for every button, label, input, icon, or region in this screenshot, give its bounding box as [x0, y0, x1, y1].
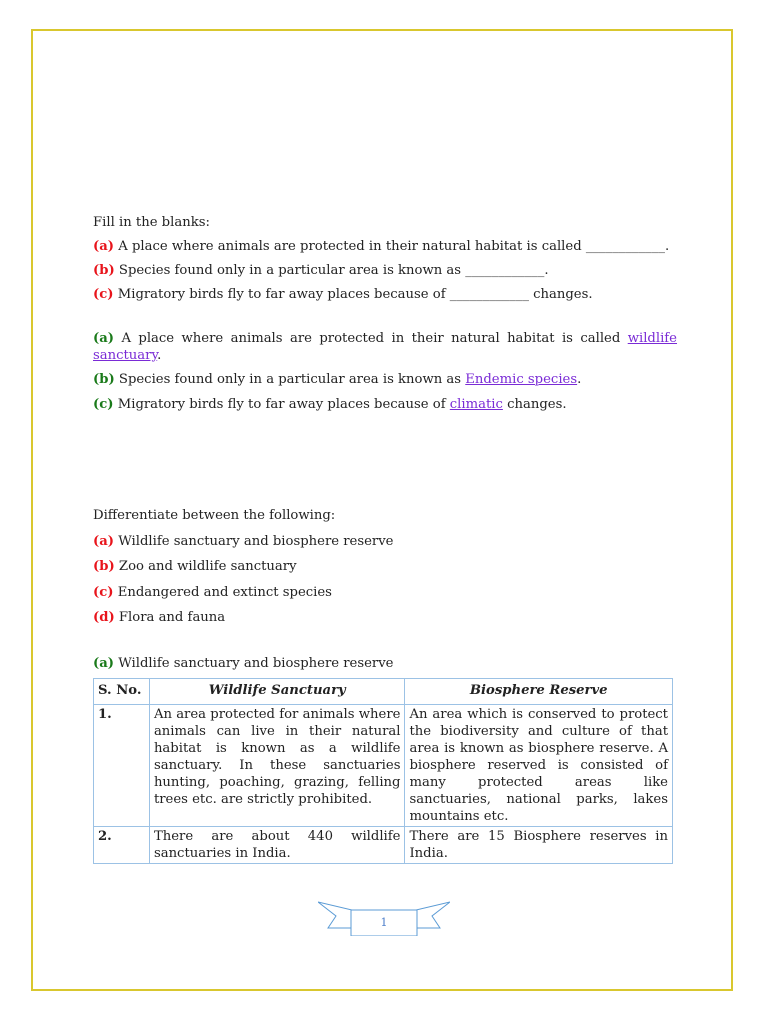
answer-term: Endemic species: [465, 372, 578, 387]
answer-label: (a): [93, 331, 115, 346]
diff-item-a: [93, 533, 394, 550]
differentiate-heading: Differentiate between the following:: [93, 508, 336, 523]
comparison-table: [93, 678, 673, 864]
diff-item-d: [93, 609, 225, 626]
answer-c: [93, 396, 567, 413]
item-label: (d): [93, 610, 115, 625]
answer-heading-a: [93, 655, 394, 672]
diff-item-b: [93, 558, 297, 575]
item-label: (a): [93, 534, 115, 549]
diff-item-c: [93, 584, 332, 601]
item-text: Flora and fauna: [118, 610, 226, 625]
answer-post: .: [157, 348, 162, 363]
answer-label: (a): [93, 656, 115, 671]
answer-a: [93, 330, 677, 364]
answer-b: [93, 371, 581, 388]
question-label: (c): [93, 287, 114, 302]
item-text: Endangered and extinct species: [117, 585, 332, 600]
answer-pre: Migratory birds fly to far away places because of: [117, 397, 450, 412]
row-sno: 2.: [94, 827, 150, 864]
question-c: [93, 286, 593, 303]
header-wildlife-sanctuary: Wildlife Sanctuary: [149, 679, 405, 705]
question-label: (b): [93, 263, 115, 278]
fill-blanks-heading: Fill in the blanks:: [93, 215, 210, 230]
row-biosphere-cell: There are 15 Biosphere reserves in India.: [405, 827, 673, 864]
answer-label: (c): [93, 397, 114, 412]
question-a: [93, 238, 669, 255]
question-text: Migratory birds fly to far away places because of ____________ changes.: [117, 287, 593, 302]
item-label: (c): [93, 585, 114, 600]
answer-heading-text: Wildlife sanctuary and biosphere reserve: [118, 656, 394, 671]
answer-post: changes.: [502, 397, 567, 412]
table-row: [94, 705, 673, 827]
row-wildlife-cell: There are about 440 wildlife sanctuaries in India.: [149, 827, 405, 864]
header-sno: S. No.: [94, 679, 150, 705]
question-label: (a): [93, 239, 115, 254]
question-b: [93, 262, 549, 279]
item-text: Zoo and wildlife sanctuary: [118, 559, 297, 574]
answer-term: climatic: [449, 397, 503, 412]
row-sno: 1.: [94, 705, 150, 827]
item-label: (b): [93, 559, 115, 574]
header-biosphere-reserve: Biosphere Reserve: [405, 679, 673, 705]
page-number: 1: [380, 916, 388, 929]
item-text: Wildlife sanctuary and biosphere reserve: [118, 534, 394, 549]
row-biosphere-cell: An area which is conserved to protect the biodiversity and culture of that area is known as biosphere reserve. A biosphere reserved is consisted of many protected areas like sanctuaries, national parks, lakes mountains etc.: [405, 705, 673, 827]
answer-post: .: [577, 372, 582, 387]
question-text: A place where animals are protected in their natural habitat is called ____________.: [118, 239, 670, 254]
question-text: Species found only in a particular area is known as ____________.: [118, 263, 549, 278]
row-wildlife-cell: An area protected for animals where animals can live in their natural habitat is known as a wildlife sanctuary. In these sanctuaries hunting, poaching, grazing, felling trees etc. are strictly prohibited.: [149, 705, 405, 827]
answer-label: (b): [93, 372, 115, 387]
table-row: [94, 827, 673, 864]
answer-term: wildlife sanctuary: [93, 331, 677, 363]
answer-pre: A place where animals are protected in their natural habitat is called: [121, 331, 628, 346]
table-header-row: [94, 679, 673, 705]
answer-pre: Species found only in a particular area is known as: [118, 372, 466, 387]
